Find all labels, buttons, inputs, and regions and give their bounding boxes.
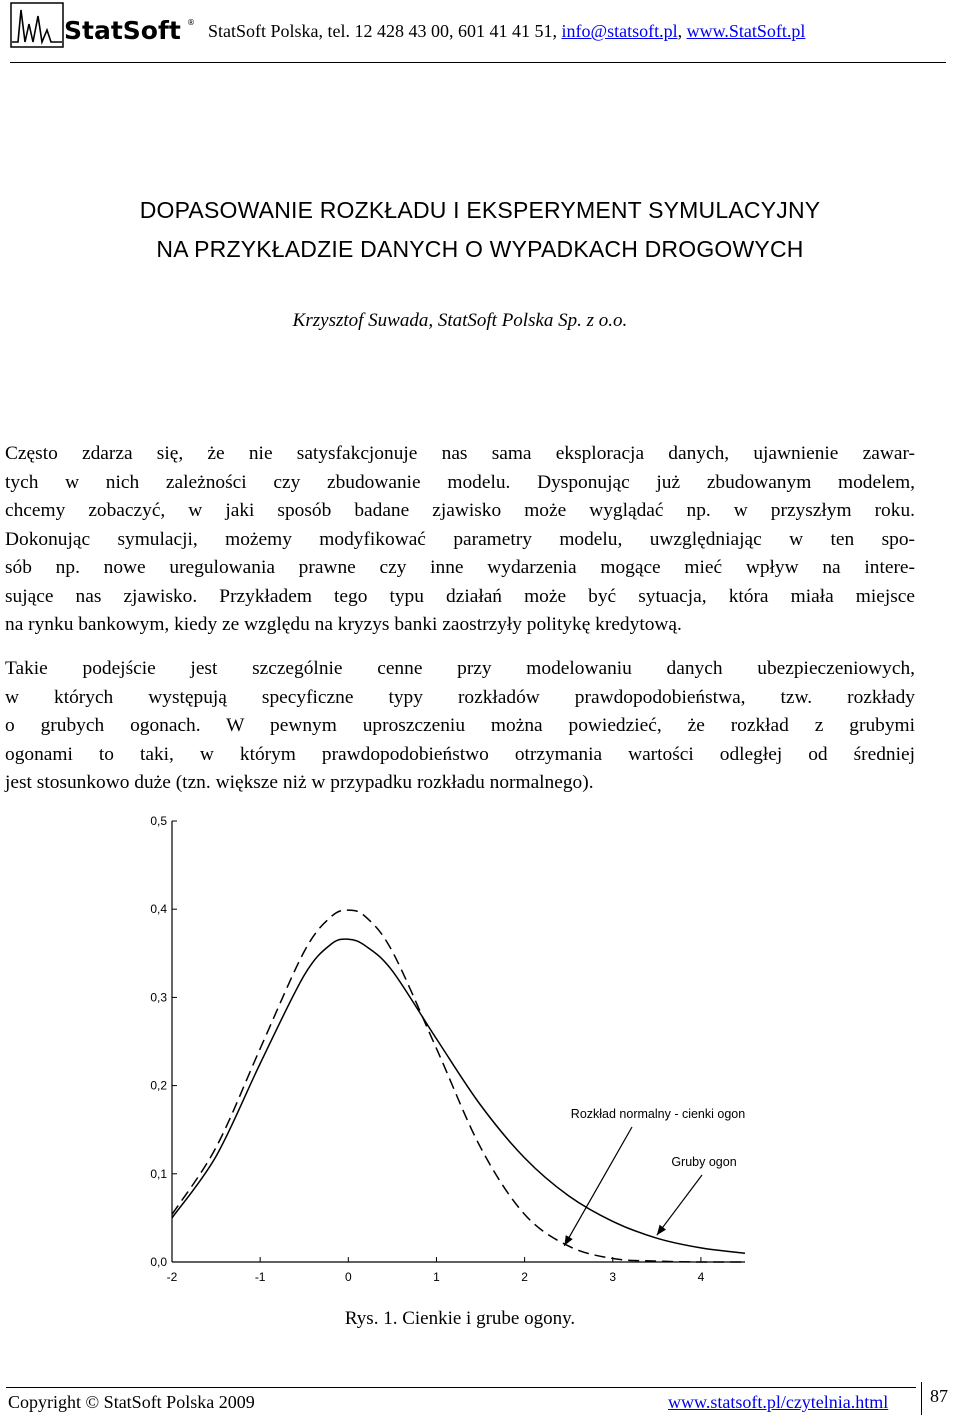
tails-chart (120, 805, 780, 1295)
annotation-label: Gruby ogon (671, 1155, 737, 1169)
logo-text: StatSoft (64, 16, 181, 45)
y-tick-label: 0,4 (150, 902, 167, 917)
thin-tail-curve (172, 910, 745, 1262)
y-tick-label: 0,2 (150, 1078, 167, 1093)
paragraph-line: w których występują specyficzne typy rozkładów prawdopodobieństwa, tzw. rozkłady (5, 686, 915, 708)
x-tick-label: -2 (166, 1270, 178, 1284)
paragraph-line: chcemy zobaczyć, w jaki sposób badane zjawisko może wyglądać np. w przyszłym roku. (5, 500, 915, 521)
contact-separator: , (677, 21, 687, 41)
paragraph-line: sób np. nowe uregulowania prawne czy inne wydarzenia mogące mieć wpływ na intere- (5, 557, 915, 578)
figure-caption: Rys. 1. Cienkie i grube ogony. (344, 1308, 576, 1329)
x-tick-label: 1 (433, 1270, 440, 1284)
author-line: Krzysztof Suwada, StatSoft Polska Sp. z o.o. (292, 310, 628, 331)
x-tick-label: 3 (609, 1270, 617, 1284)
paragraph-line: Dokonując symulacji, możemy modyfikować parametry modelu, uwzględniając w ten spo- (5, 528, 915, 550)
paragraph-line: Takie podejście jest szczególnie cenne przy modelowaniu danych ubezpieczeniowych, (5, 658, 915, 679)
page-number: 87 (930, 1386, 948, 1406)
registered-mark: ® (187, 18, 195, 27)
y-tick-label: 0,0 (150, 1255, 167, 1269)
header-rule (10, 62, 946, 63)
footer-copyright: Copyright © StatSoft Polska 2009 (8, 1392, 255, 1412)
paragraph-line: o grubych ogonach. W pewnym uproszczeniu można powiedzieć, że rozkład z grubymi (5, 715, 915, 736)
document-title-line-1: DOPASOWANIE ROZKŁADU I EKSPERYMENT SYMULACYJNY (139, 197, 821, 223)
paragraph-line: na rynku bankowym, kiedy ze względu na kryzys banki zaostrzyły politykę kredytową. (5, 614, 682, 635)
chart-svg (120, 805, 780, 1295)
x-tick-label: 4 (697, 1270, 705, 1284)
annotation-arrow-line (564, 1127, 632, 1246)
footer-rule (6, 1387, 916, 1388)
annotation-arrowhead (564, 1235, 572, 1246)
statsoft-logo-icon (10, 2, 64, 48)
fat-tail-curve (172, 939, 745, 1253)
document-title-line-2: NA PRZYKŁADZIE DANYCH O WYPADKACH DROGOWYCH (156, 236, 804, 262)
header-contact (208, 21, 805, 42)
page-header (0, 0, 946, 62)
footer-divider (921, 1382, 922, 1415)
paragraph-line: jest stosunkowo duże (tzn. większe niż w przypadku rozkładu normalnego). (5, 772, 594, 793)
paragraph-line: Często zdarza się, że nie satysfakcjonuje nas sama eksploracja danych, ujawnienie zawar- (5, 443, 915, 464)
x-tick-label: -1 (254, 1270, 266, 1284)
paragraph-2 (5, 655, 915, 798)
email-link[interactable]: info@statsoft.pl (561, 21, 678, 41)
footer-url-link[interactable]: www.statsoft.pl/czytelnia.html (668, 1392, 889, 1412)
paragraph-1 (5, 440, 915, 640)
x-tick-label: 2 (521, 1270, 528, 1284)
y-tick-label: 0,3 (150, 990, 167, 1005)
paragraph-line: tych w nich zależności czy zbudowanie modelu. Dysponując już zbudowanym modelem, (5, 471, 915, 493)
y-tick-label: 0,5 (150, 814, 167, 828)
annotation-label: Rozkład normalny - cienki ogon (570, 1107, 746, 1121)
annotation-arrowhead (657, 1225, 666, 1235)
paragraph-line: ogonami to taki, w którym prawdopodobieństwo otrzymania wartości odległej od średniej (5, 743, 915, 765)
contact-text: StatSoft Polska, tel. 12 428 43 00, 601 41 41 51, (208, 21, 562, 41)
paragraph-line: sujące nas zjawisko. Przykładem tego typu działań może być sytuacja, która miała miejsce (5, 585, 915, 607)
x-tick-label: 0 (344, 1270, 352, 1284)
y-tick-label: 0,1 (150, 1166, 167, 1181)
annotation-arrow-line (657, 1175, 702, 1235)
website-link[interactable]: www.StatSoft.pl (686, 21, 806, 41)
